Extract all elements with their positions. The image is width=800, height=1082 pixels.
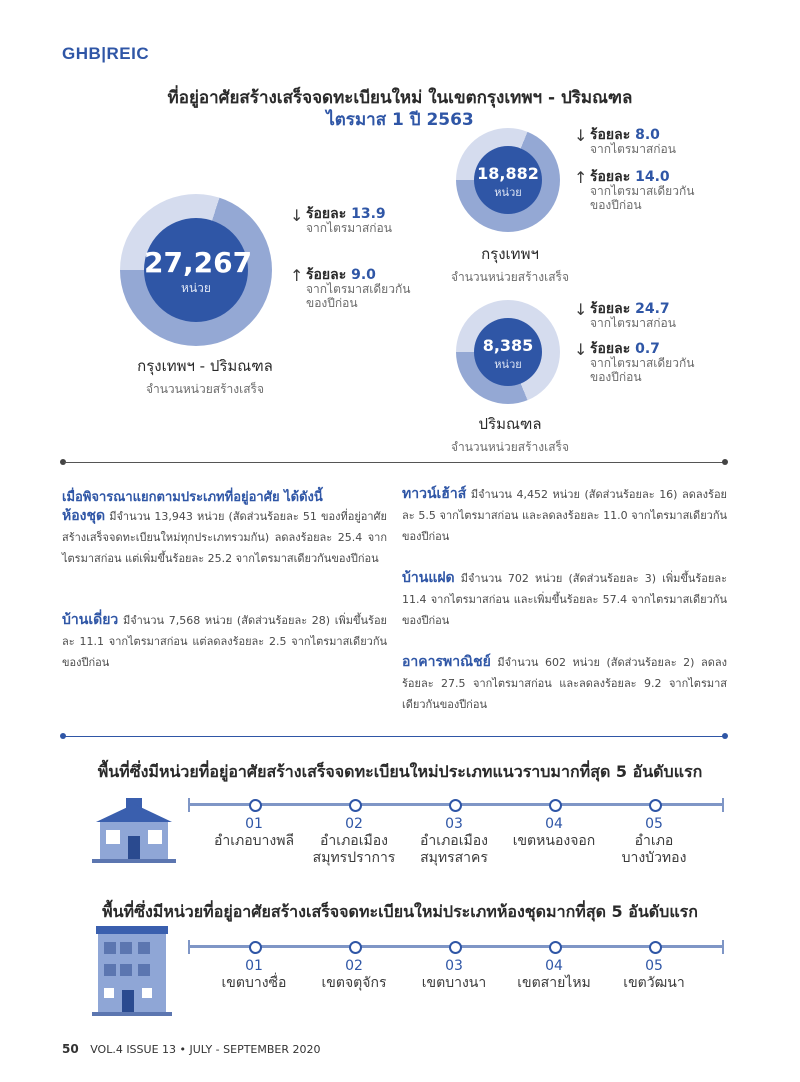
arrow-down-icon: ↓ bbox=[290, 206, 304, 225]
lowrise-item-3: 03 อำเภอเมือง สมุทรสาคร bbox=[420, 816, 488, 866]
condo-item-5: 05 เขตวัฒนา bbox=[623, 958, 685, 991]
bangkok-circle bbox=[474, 146, 542, 214]
vicinity-value: 8,385 bbox=[482, 336, 534, 355]
divider bbox=[64, 736, 724, 737]
condo-item-2: 02 เขตจตุจักร bbox=[321, 958, 387, 991]
timeline-node bbox=[249, 941, 262, 954]
timeline-node bbox=[249, 799, 262, 812]
total-value: 27,267 bbox=[144, 246, 253, 279]
timeline-node bbox=[449, 941, 462, 954]
detached-paragraph: บ้านเดี่ยว มีจำนวน 7,568 หน่วย (สัดส่วนร้อยละ 28) เพิ่มขึ้นร้อยละ 11.1 จากไตรมาสก่อน แต่ลดลงร้อยละ 2.5 จากไตรมาสเดียวกันของปีก่อน bbox=[62, 612, 387, 669]
lowrise-item-2: 02 อำเภอเมือง สมุทรปราการ bbox=[312, 816, 396, 866]
townhouse-paragraph: ทาวน์เฮ้าส์ มีจำนวน 4,452 หน่วย (สัดส่วนร้อยละ 16) ลดลงร้อยละ 5.5 จากไตรมาสก่อน และลดลงร้อยละ 11.0 จากไตรมาสเดียวกันของปีก่อน bbox=[402, 486, 727, 543]
bangkok-stat-qoq: ร้อยละ 8.0 จากไตรมาสก่อน bbox=[590, 127, 676, 156]
logo: GHB|REIC bbox=[62, 44, 150, 63]
issue-info: VOL.4 ISSUE 13 • JULY - SEPTEMBER 2020 bbox=[90, 1043, 321, 1056]
house-icon bbox=[90, 796, 178, 864]
timeline-end-tick bbox=[722, 798, 724, 812]
page-title: ที่อยู่อาศัยสร้างเสร็จจดทะเบียนใหม่ ในเขตกรุงเทพฯ - ปริมณฑล bbox=[167, 88, 633, 108]
vicinity-caption: ปริมณฑล จำนวนหน่วยสร้างเสร็จ bbox=[450, 415, 570, 454]
lowrise-item-1: 01 อำเภอบางพลี bbox=[213, 816, 295, 849]
timeline-node bbox=[549, 941, 562, 954]
top-lowrise-title: พื้นที่ซึ่งมีหน่วยที่อยู่อาศัยสร้างเสร็จจดทะเบียนใหม่ประเภทแนวราบมากที่สุด 5 อันดับแรก bbox=[97, 762, 703, 781]
total-circle bbox=[144, 218, 253, 322]
total-unit: หน่วย bbox=[181, 281, 211, 295]
condo-building-icon bbox=[92, 926, 172, 1016]
lowrise-item-5: 05 อำเภอ บางบัวทอง bbox=[621, 816, 687, 866]
bangkok-unit: หน่วย bbox=[494, 186, 522, 199]
top-condo-title: พื้นที่ซึ่งมีหน่วยที่อยู่อาศัยสร้างเสร็จจดทะเบียนใหม่ประเภทห้องชุดมากที่สุด 5 อันดับแรก bbox=[102, 902, 698, 921]
timeline-node bbox=[349, 799, 362, 812]
total-caption: กรุงเทพฯ - ปริมณฑล จำนวนหน่วยสร้างเสร็จ bbox=[137, 357, 273, 396]
vicinity-circle bbox=[474, 318, 542, 386]
bangkok-caption: กรุงเทพฯ จำนวนหน่วยสร้างเสร็จ bbox=[450, 245, 570, 284]
timeline-node bbox=[649, 941, 662, 954]
total-stat-yoy: ร้อยละ 9.0 จากไตรมาสเดียวกัน ของปีก่อน bbox=[306, 267, 411, 310]
total-stat-qoq: ร้อยละ 13.9 จากไตรมาสก่อน bbox=[306, 206, 392, 235]
condo-item-4: 04 เขตสายไหม bbox=[517, 958, 591, 991]
timeline-node bbox=[449, 799, 462, 812]
timeline-node bbox=[549, 799, 562, 812]
twin-house-paragraph: บ้านแฝด มีจำนวน 702 หน่วย (สัดส่วนร้อยละ 3) เพิ่มขึ้นร้อยละ 11.4 จากไตรมาสก่อน และเพิ่มขึ้นร้อยละ 57.4 จากไตรมาสเดียวกันของปีก่อน bbox=[402, 570, 727, 627]
vicinity-unit: หน่วย bbox=[494, 358, 522, 371]
breakdown-title: เมื่อพิจารณาแยกตามประเภทที่อยู่อาศัย ได้ดังนี้ bbox=[62, 490, 323, 505]
timeline-end-tick bbox=[722, 940, 724, 954]
condo-item-3: 03 เขตบางนา bbox=[421, 958, 487, 991]
timeline-node bbox=[649, 799, 662, 812]
timeline-end-tick bbox=[188, 798, 190, 812]
timeline-node bbox=[349, 941, 362, 954]
bangkok-value: 18,882 bbox=[477, 164, 539, 183]
vicinity-stat-yoy: ร้อยละ 0.7 จากไตรมาสเดียวกัน ของปีก่อน bbox=[590, 341, 695, 384]
bangkok-stat-yoy: ร้อยละ 14.0 จากไตรมาสเดียวกัน ของปีก่อน bbox=[590, 169, 695, 212]
condo-paragraph: ห้องชุด มีจำนวน 13,943 หน่วย (สัดส่วนร้อยละ 51 ของที่อยู่อาศัยสร้างเสร็จจดทะเบียนใหม่ทุกประเภทรวมกัน) ลดลงร้อยละ 25.4 จากไตรมาสก่อน แต่เพิ่มขึ้นร้อยละ 25.2 จากไตรมาสเดียวกันของปีก่อน bbox=[62, 508, 387, 565]
arrow-down-icon: ↓ bbox=[574, 340, 588, 359]
condo-item-1: 01 เขตบางซื่อ bbox=[221, 958, 287, 991]
arrow-down-icon: ↓ bbox=[574, 300, 588, 319]
arrow-up-icon: ↑ bbox=[574, 168, 588, 187]
lowrise-item-4: 04 เขตหนองจอก bbox=[512, 816, 596, 849]
timeline-end-tick bbox=[188, 940, 190, 954]
divider bbox=[64, 462, 724, 463]
arrow-down-icon: ↓ bbox=[574, 126, 588, 145]
divider-dot bbox=[722, 733, 728, 739]
page-subtitle: ไตรมาส 1 ปี 2563 bbox=[326, 110, 474, 130]
page-number: 50 bbox=[62, 1042, 79, 1056]
arrow-up-icon: ↑ bbox=[290, 266, 304, 285]
vicinity-stat-qoq: ร้อยละ 24.7 จากไตรมาสก่อน bbox=[590, 301, 676, 330]
footer bbox=[62, 1042, 321, 1056]
commercial-paragraph: อาคารพาณิชย์ มีจำนวน 602 หน่วย (สัดส่วนร้อยละ 2) ลดลงร้อยละ 27.5 จากไตรมาสก่อน และลดลงร้อยละ 9.2 จากไตรมาสเดียวกันของปีก่อน bbox=[402, 654, 727, 711]
divider-dot bbox=[722, 459, 728, 465]
